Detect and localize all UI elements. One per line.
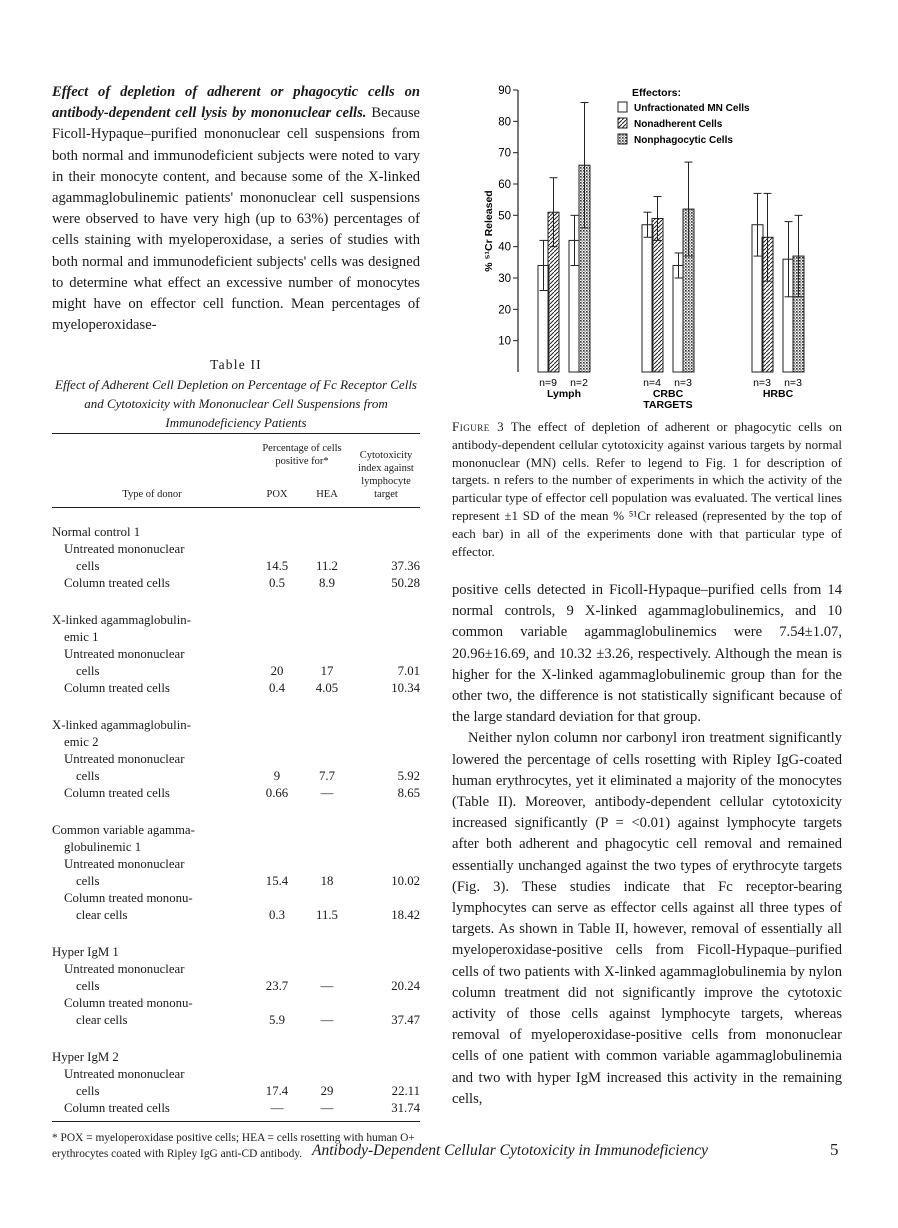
table-row bbox=[52, 961, 420, 978]
donor-group-name: Hyper IgM 1 bbox=[52, 945, 119, 959]
n-label: n=3 bbox=[753, 377, 771, 389]
cytotoxicity-value: 10.02 bbox=[391, 874, 420, 888]
legend-label: Nonphagocytic Cells bbox=[634, 135, 733, 146]
col-header-hea: HEA bbox=[302, 472, 352, 508]
legend-swatch bbox=[618, 102, 627, 112]
x-axis-label: TARGETS bbox=[643, 399, 693, 411]
hea-value: 7.7 bbox=[319, 769, 335, 783]
n-label: n=3 bbox=[784, 377, 802, 389]
pox-value: 20 bbox=[270, 664, 284, 678]
table-row bbox=[52, 558, 420, 575]
table-row bbox=[52, 1100, 420, 1117]
cytotoxicity-value: 20.24 bbox=[391, 979, 420, 993]
table-row bbox=[52, 1083, 420, 1100]
donor-group-name-cont: emic 2 bbox=[64, 735, 99, 749]
table-row bbox=[52, 907, 420, 924]
cytotoxicity-value: 50.28 bbox=[391, 576, 420, 590]
table-row bbox=[52, 751, 420, 768]
cytotoxicity-value: 7.01 bbox=[397, 664, 420, 678]
table-group-row bbox=[52, 839, 420, 856]
pox-value: 15.4 bbox=[265, 874, 289, 888]
hea-value: 18 bbox=[320, 874, 334, 888]
table-row bbox=[52, 890, 420, 907]
row-label: Column treated cells bbox=[64, 576, 170, 590]
row-label: Untreated mononuclear bbox=[64, 752, 185, 766]
section-heading: Effect of depletion of adherent or phagocytic cells on antibody-dependent cell lysis by mononuclear cells. bbox=[52, 84, 420, 122]
category-label: Lymph bbox=[546, 388, 582, 400]
donor-group-name-cont: globulinemic 1 bbox=[64, 840, 142, 854]
donor-group-name: X-linked agammaglobulin- bbox=[52, 613, 191, 627]
table-row bbox=[52, 663, 420, 680]
col-header-group: Percentage of cells positive for* bbox=[262, 443, 342, 467]
left-paragraph-text: Because Ficoll-Hypaque–purified mononuclear cell suspensions from both normal and immunodeficient subjects were noted to vary in their monocyte content, and because some of the X-linked agammaglobulinemic patients' mononuclear cell suspensions were observed to have very high (up to 63%) percentages of cells staining with myeloperoxidase, a series of studies with both normal and immunodeficient subjects' cells was designed to determine what effect an excessive number of monocytes might have on effector cell function. Mean percentages of myeloperoxidase- bbox=[52, 105, 420, 334]
pox-value: — bbox=[270, 1101, 284, 1115]
y-tick-label: 50 bbox=[498, 210, 511, 223]
table-row bbox=[52, 680, 420, 697]
table-group-row bbox=[52, 592, 420, 629]
row-label-cont: clear cells bbox=[76, 908, 128, 922]
cytotoxicity-value: 37.36 bbox=[391, 559, 420, 573]
row-label-cont: cells bbox=[76, 664, 100, 678]
table-row bbox=[52, 995, 420, 1012]
pox-value: 14.5 bbox=[265, 559, 289, 573]
right-paragraph-2: Neither nylon column nor carbonyl iron treatment significantly lowered the percentage of cells rosetting with Ripley IgG-coated human erythrocytes, yet it eliminated a majority of the monocytes (Table II). Moreover, antibody-dependent cellular cytotoxicity increased significantly (P = <0.01) against lymphocyte targets after both adherent and phagocytic cell removal and remained essentially unchanged against the two types of erythrocyte targets (Fig. 3). These studies indicate that Fc receptor-bearing lymphocytes can serve as effector cells against all three types of targets. As shown in Table II, however, removal of essentially all myeloperoxidase-positive cells from Ficoll-Hypaque–purified cells of two patients with X-linked agammaglobulinemia by nylon column treatment did not significantly improve the cytotoxic activity of those cells against lymphocyte targets, whereas removal of myeloperoxidase-positive cells from mononuclear cells of one patient with common variable agammaglobulinemia and two with hyper IgM increased this activity in the remaining cells, bbox=[452, 730, 842, 1107]
table-row bbox=[52, 785, 420, 802]
row-label: Untreated mononuclear bbox=[64, 647, 185, 661]
hea-value: 17 bbox=[320, 664, 334, 678]
cytotoxicity-value: 37.47 bbox=[391, 1013, 420, 1027]
hea-value: — bbox=[320, 786, 334, 800]
running-title: Antibody-Dependent Cellular Cytotoxicity in Immunodeficiency bbox=[312, 1142, 708, 1159]
right-body bbox=[452, 580, 842, 1110]
n-label: n=4 bbox=[643, 377, 661, 389]
pox-value: 0.3 bbox=[269, 908, 285, 922]
row-label: Column treated cells bbox=[64, 1101, 170, 1115]
table-row bbox=[52, 978, 420, 995]
row-label: Untreated mononuclear bbox=[64, 857, 185, 871]
table-group-row bbox=[52, 508, 420, 542]
hea-value: 11.2 bbox=[316, 559, 338, 573]
figure-caption-text: The effect of depletion of adherent or phagocytic cells on antibody-dependent cellular cytotoxicity against various targets by normal mononuclear (MN) cells. Refer to legend to Fig. 1 for description of targets. n refers to the number of experiments in which the activity of the particular type of effector cell population was evaluated. The vertical lines represent ±1 SD of the mean % ⁵¹Cr released (represented by the top of each bar) in all of the experiments done with that particular type of effector. bbox=[452, 419, 842, 559]
row-label-cont: cells bbox=[76, 769, 100, 783]
pox-value: 0.4 bbox=[269, 681, 285, 695]
row-label-cont: clear cells bbox=[76, 1013, 128, 1027]
bar bbox=[673, 265, 684, 372]
row-label: Column treated mononu- bbox=[64, 891, 193, 905]
table-row bbox=[52, 856, 420, 873]
cytotoxicity-value: 8.65 bbox=[397, 786, 420, 800]
hea-value: 29 bbox=[320, 1084, 334, 1098]
cytotoxicity-value: 22.11 bbox=[391, 1084, 420, 1098]
cytotoxicity-value: 5.92 bbox=[397, 769, 420, 783]
figure-caption bbox=[452, 418, 842, 560]
table-row bbox=[52, 646, 420, 663]
right-paragraph-1: positive cells detected in Ficoll-Hypaque–purified cells from 14 normal controls, 9 X-linked agammaglobulinemics, and 10 common variable agammaglobulinemics were 7.54±1.07, 20.96±16.69, and 10.32 ±3.26, respectively. Although the mean is higher for the X-linked agammaglobulinemic group than for the other two, the difference is not statistically significant because of the large standard deviation for that group. bbox=[452, 582, 842, 726]
category-label: CRBC bbox=[652, 388, 684, 400]
table-group-row bbox=[52, 734, 420, 751]
table-block bbox=[52, 357, 420, 432]
table-group-row bbox=[52, 1029, 420, 1066]
y-tick-label: 60 bbox=[498, 179, 511, 191]
table-container bbox=[52, 433, 420, 1162]
row-label: Untreated mononuclear bbox=[64, 542, 185, 556]
bar bbox=[642, 225, 653, 372]
table-footnote: * POX = myeloperoxidase positive cells; HEA = cells rosetting with human O+ erythrocytes coated with Ripley IgG anti-CD antibody. bbox=[52, 1132, 415, 1160]
legend-label: Nonadherent Cells bbox=[634, 119, 723, 130]
cytotoxicity-value: 31.74 bbox=[391, 1101, 420, 1115]
row-label: Untreated mononuclear bbox=[64, 962, 185, 976]
row-label: Untreated mononuclear bbox=[64, 1067, 185, 1081]
n-label: n=2 bbox=[570, 377, 588, 389]
table-row bbox=[52, 541, 420, 558]
pox-value: 23.7 bbox=[265, 979, 289, 993]
y-tick-label: 20 bbox=[498, 304, 511, 317]
pox-value: 9 bbox=[273, 769, 281, 783]
hea-value: — bbox=[320, 1101, 334, 1115]
y-tick-label: 90 bbox=[498, 85, 511, 97]
legend-swatch bbox=[618, 134, 627, 144]
row-label-cont: cells bbox=[76, 874, 100, 888]
cytotoxicity-value: 10.34 bbox=[391, 681, 420, 695]
row-label: Column treated cells bbox=[64, 786, 170, 800]
y-tick-label: 80 bbox=[498, 116, 511, 129]
hea-value: — bbox=[320, 979, 334, 993]
table-row bbox=[52, 1066, 420, 1083]
hea-value: 4.05 bbox=[315, 681, 339, 695]
col-header-type: Type of donor bbox=[52, 434, 252, 508]
donor-group-name-cont: emic 1 bbox=[64, 630, 99, 644]
donor-group-name: Normal control 1 bbox=[52, 525, 141, 539]
page-number: 5 bbox=[830, 1140, 839, 1159]
row-label-cont: cells bbox=[76, 1084, 100, 1098]
figure-3 bbox=[466, 80, 802, 415]
y-tick-label: 10 bbox=[498, 335, 511, 348]
legend-label: Unfractionated MN Cells bbox=[634, 103, 750, 114]
n-label: n=9 bbox=[539, 377, 557, 389]
donor-group-name: X-linked agammaglobulin- bbox=[52, 718, 191, 732]
pox-value: 0.66 bbox=[265, 786, 289, 800]
category-label: HRBC bbox=[762, 388, 794, 400]
table-caption: Effect of Adherent Cell Depletion on Percentage of Fc Receptor Cells and Cytotoxicity with Mononuclear Cell Suspensions from Immunodeficiency Patients bbox=[55, 377, 417, 430]
pox-value: 17.4 bbox=[265, 1084, 289, 1098]
legend-swatch bbox=[618, 118, 627, 128]
y-axis-label: % ⁵¹Cr Released bbox=[483, 190, 495, 272]
row-label-cont: cells bbox=[76, 559, 100, 573]
hea-value: 11.5 bbox=[316, 908, 338, 922]
figure-label: Figure 3 bbox=[452, 419, 505, 434]
table-row bbox=[52, 575, 420, 592]
table-group-row bbox=[52, 802, 420, 839]
bar-chart bbox=[466, 80, 802, 415]
donor-group-name: Common variable agamma- bbox=[52, 823, 195, 837]
row-label-cont: cells bbox=[76, 979, 100, 993]
table-group-row bbox=[52, 697, 420, 734]
table-row bbox=[52, 873, 420, 890]
row-label: Column treated cells bbox=[64, 681, 170, 695]
y-tick-label: 30 bbox=[498, 273, 511, 285]
table-title: Table II bbox=[210, 357, 262, 372]
col-header-cytotoxicity: Cytotoxicity index against lymphocyte target bbox=[352, 434, 420, 508]
pox-value: 0.5 bbox=[269, 576, 285, 590]
col-header-pox: POX bbox=[252, 472, 302, 508]
donor-group-name: Hyper IgM 2 bbox=[52, 1050, 119, 1064]
table-row bbox=[52, 768, 420, 785]
table-row bbox=[52, 1012, 420, 1029]
n-label: n=3 bbox=[674, 377, 692, 389]
hea-value: — bbox=[320, 1013, 334, 1027]
legend-title: Effectors: bbox=[632, 87, 682, 99]
row-label: Column treated mononu- bbox=[64, 996, 193, 1010]
hea-value: 8.9 bbox=[319, 576, 335, 590]
y-tick-label: 70 bbox=[498, 147, 511, 160]
bar bbox=[652, 218, 663, 372]
table-group-row bbox=[52, 629, 420, 646]
y-tick-label: 40 bbox=[498, 241, 511, 254]
table-group-row bbox=[52, 924, 420, 961]
left-paragraph bbox=[52, 82, 420, 336]
pox-value: 5.9 bbox=[269, 1013, 285, 1027]
cytotoxicity-value: 18.42 bbox=[391, 908, 420, 922]
data-table bbox=[52, 433, 420, 1117]
